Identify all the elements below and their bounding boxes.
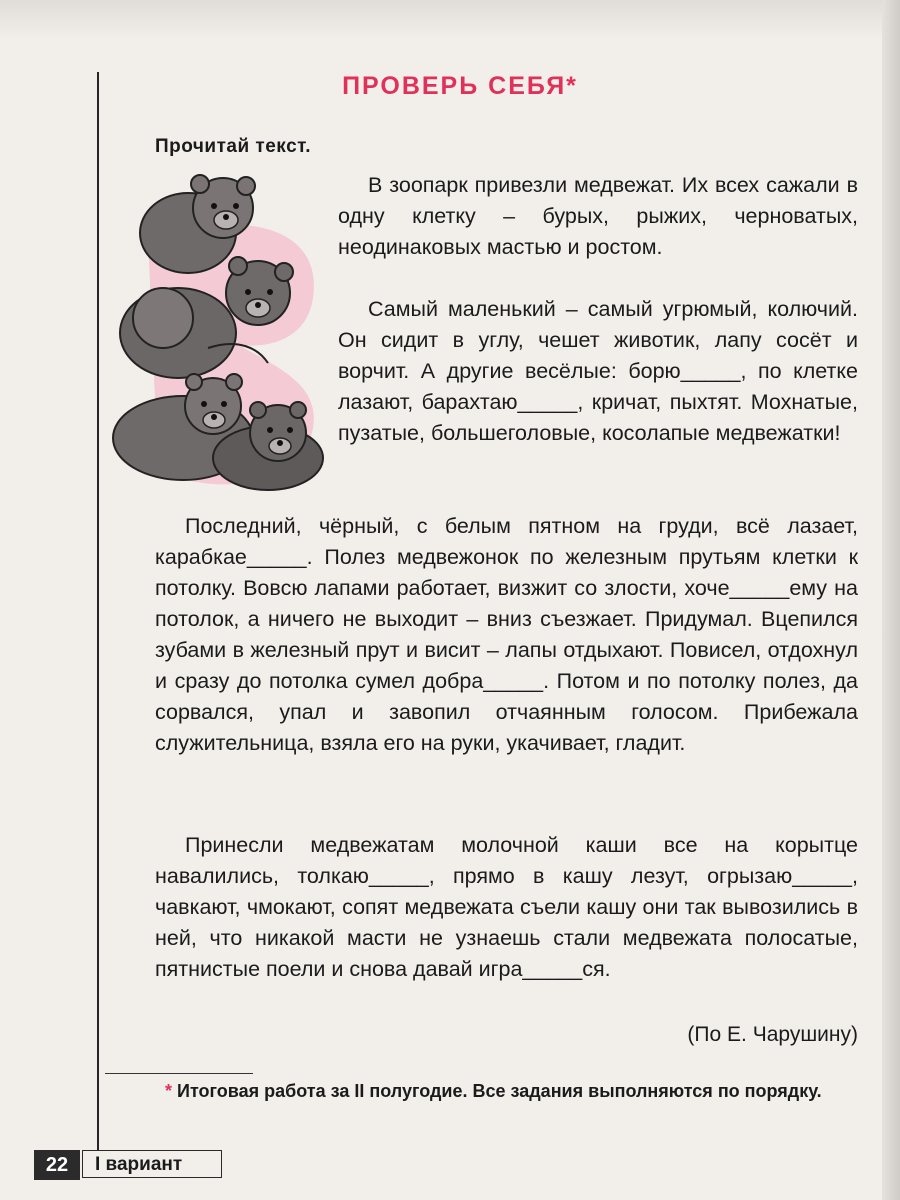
task-prompt: Прочитай текст. <box>155 136 312 157</box>
footnote-star: * <box>165 1081 173 1101</box>
page-number: 22 <box>34 1150 80 1180</box>
variant-label: I вариант <box>82 1150 222 1178</box>
margin-line <box>97 72 99 1150</box>
author-attribution: (По Е. Чарушину) <box>687 1023 858 1046</box>
page-title: ПРОВЕРЬ СЕБЯ* <box>342 72 578 100</box>
paragraph-4 <box>155 830 858 985</box>
bear-cubs-illustration <box>108 168 338 498</box>
paragraph-2 <box>338 294 858 449</box>
page-edge <box>882 0 900 1200</box>
paragraph-3 <box>155 511 858 759</box>
paragraph-2-text: Самый маленький – самый угрюмый, колючий. Он сидит в углу, чешет животик, лапу сосёт и ворчит. А другие весёлые: борю_____, по клетке лазают, барахтаю_____, кричат, пыхтят. Мохнатые, пузатые, большеголовые, косолапые медвежатки! <box>338 297 858 445</box>
paragraph-4-text: Принесли медвежатам молочной каши все на корытце навалились, толкаю_____, прямо в кашу лезут, огрызаю_____, чавкают, чмокают, сопят медвежата съели кашу они так вывозились в ней, что никакой масти не узнаешь стали медвежата полосатые, пятнистые поели и снова давай игра_____ся. <box>155 833 858 981</box>
footnote <box>165 1078 860 1105</box>
paragraph-1 <box>338 170 858 263</box>
page-top-shadow <box>0 0 900 40</box>
footnote-text: Итоговая работа за II полугодие. Все задания выполняются по порядку. <box>177 1081 822 1101</box>
paragraph-1-text: В зоопарк привезли медвежат. Их всех сажали в одну клетку – бурых, рыжих, черноватых, неодинаковых мастью и ростом. <box>338 173 858 259</box>
paragraph-3-text: Последний, чёрный, с белым пятном на груди, всё лазает, карабкае_____. Полез медвежонок по железным прутьям клетки к потолку. Вовсю лапами работает, визжит со злости, хоче_____ему на потолок, а ничего не выходит – вниз съезжает. Придумал. Вцепился зубами в железный прут и висит – лапы отдыхают. Повисел, отдохнул и сразу до потолка сумел добра_____. Потом и по потолку полез, да сорвался, упал и завопил отчаянным голосом. Прибежала служительница, взяла его на руки, укачивает, гладит. <box>155 514 858 755</box>
footnote-divider <box>105 1073 253 1074</box>
